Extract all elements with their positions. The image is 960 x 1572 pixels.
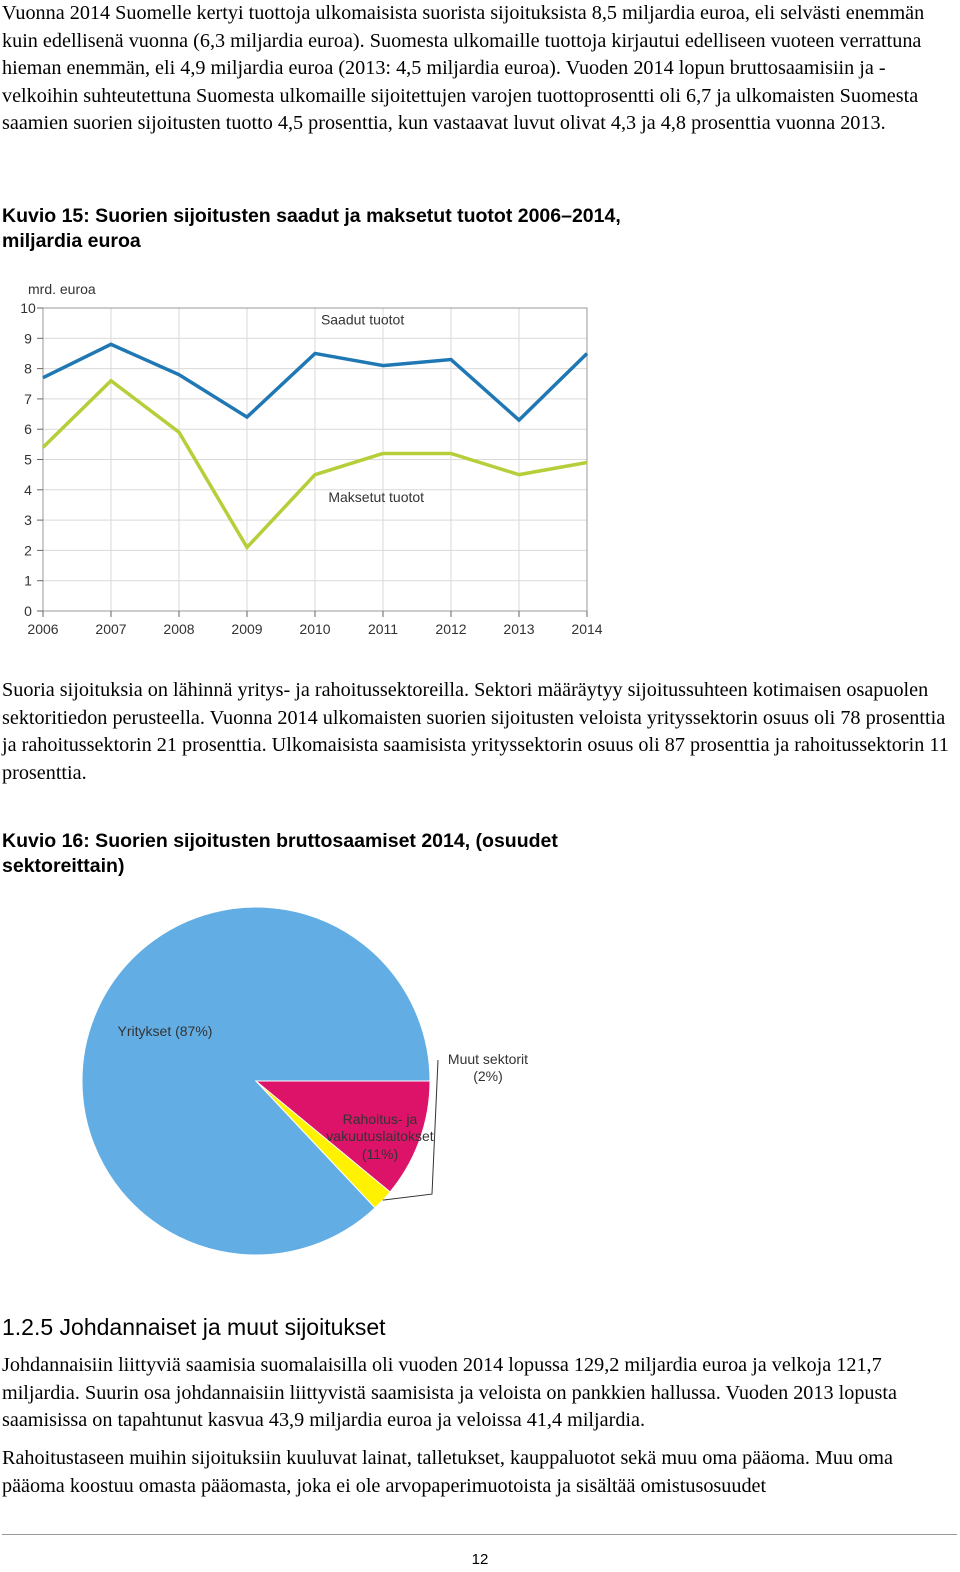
x-tick-label: 2008 <box>163 621 195 637</box>
y-tick-label: 1 <box>24 572 32 589</box>
section-heading: 1.2.5 Johdannaiset ja muut sijoitukset <box>2 1314 386 1340</box>
y-axis-ticks <box>20 300 43 619</box>
figure-16-title <box>2 829 702 879</box>
figure-16-title-line-2: sektoreittain) <box>2 855 125 877</box>
figure-15-title-line-2: miljardia euroa <box>2 230 141 252</box>
paragraph-direct-investment-income: Vuonna 2014 Suomelle kertyi tuottoja ulkomaisista suorista sijoituksista 8,5 miljardia euroa, eli selvästi enemmän kuin edellisenä vuonna (6,3 miljardia euroa). Suomesta ulkomaille tuottoja kirjautui edelliseen vuoteen verrattuna hieman enemmän, eli 4,9 miljardia euroa (2013: 4,5 miljardia euroa). Vuoden 2014 lopun bruttosaamisiin ja -velkoihin suhteutettuna Suomesta ulkomaille sijoitettujen varojen tuottoprosentti oli 6,7 ja ulkomaisten Suomesta saamien suorien sijoitusten tuotto 4,5 prosenttia, kun vastaavat luvut olivat 4,3 ja 4,8 prosenttia vuonna 2013. <box>2 2 925 134</box>
y-tick-label: 2 <box>24 542 32 559</box>
line-chart-investment-income <box>0 270 640 645</box>
y-tick-label: 9 <box>24 330 32 347</box>
pie-slices <box>82 907 430 1255</box>
x-tick-label: 2011 <box>367 621 399 637</box>
x-tick-label: 2014 <box>571 621 603 637</box>
y-tick-label: 3 <box>24 512 32 529</box>
y-tick-label: 10 <box>20 300 36 316</box>
x-tick-label: 2007 <box>95 621 127 637</box>
y-axis-label: mrd. euroa <box>28 281 96 297</box>
x-axis-ticks <box>27 611 602 637</box>
figure-15-title-line-1: Kuvio 15: Suorien sijoitusten saadut ja maksetut tuotot 2006–2014, <box>2 205 621 227</box>
x-tick-label: 2010 <box>299 621 331 637</box>
paragraph-other-investments: Rahoitustaseen muihin sijoituksiin kuuluvat lainat, talletukset, kauppaluotot sekä muu oma pääoma. Muu oma pääoma koostuu omasta pääomasta, joka ei ole arvopaperimuotoista ja sisältää omistusosuudet <box>2 1447 893 1497</box>
pie-label-muut-sektorit: Muut sektorit <box>447 1051 529 1067</box>
x-tick-label: 2013 <box>503 621 535 637</box>
pie-label-yritykset: Yritykset (87%) <box>117 1023 213 1039</box>
x-tick-label: 2012 <box>435 621 467 637</box>
figure-16-title-line-1: Kuvio 16: Suorien sijoitusten bruttosaamiset 2014, (osuudet <box>2 830 558 852</box>
x-tick-label: 2009 <box>231 621 263 637</box>
y-tick-label: 8 <box>24 360 32 377</box>
y-tick-label: 6 <box>24 421 32 438</box>
pie-label-rahoitus-share: (11%) <box>361 1146 399 1162</box>
y-tick-label: 5 <box>24 451 32 468</box>
y-tick-label: 4 <box>24 481 32 498</box>
pie-label-rahoitus: Rahoitus- ja <box>342 1111 418 1127</box>
footer-rule <box>2 1534 957 1535</box>
paragraph-derivatives: Johdannaisiin liittyviä saamisia suomalaisilla oli vuoden 2014 lopussa 129,2 miljardia euroa ja velkoja 121,7 miljardia. Suurin osa johdannaisiin liittyvistä saamisista ja veloista on pankkien hallussa. Vuoden 2013 lopusta saamisissa on tapahtunut kasvua 43,9 miljardia euroa ja veloissa 41,4 miljardia. <box>2 1354 897 1431</box>
series-label-saadut-tuotot: Saadut tuotot <box>320 311 405 328</box>
figure-15-title <box>2 204 702 254</box>
y-tick-label: 7 <box>24 390 32 407</box>
pie-label-rahoitus-line2: vakuutuslaitokset <box>326 1128 434 1144</box>
pie-label-muut-sektorit-share: (2%) <box>473 1068 503 1084</box>
pie-chart-gross-assets <box>0 900 560 1270</box>
paragraph-sectors: Suoria sijoituksia on lähinnä yritys- ja rahoitussektoreilla. Sektori määräytyy sijoitussuhteen kotimaisen osapuolen sektoritiedon perusteella. Vuonna 2014 ulkomaisten suorien sijoitusten veloista yrityssektorin osuus oli 78 prosenttia ja rahoitussektorin 21 prosenttia. Ulkomaisista saamisista yrityssektorin osuus oli 87 prosenttia ja rahoitussektorin 11 prosenttia. <box>2 679 949 784</box>
x-tick-label: 2006 <box>27 621 59 637</box>
page-number: 12 <box>471 1551 489 1568</box>
series-inline-labels <box>321 312 424 505</box>
series-label-maksetut-tuotot: Maksetut tuotot <box>328 488 425 505</box>
y-tick-label: 0 <box>24 603 32 619</box>
